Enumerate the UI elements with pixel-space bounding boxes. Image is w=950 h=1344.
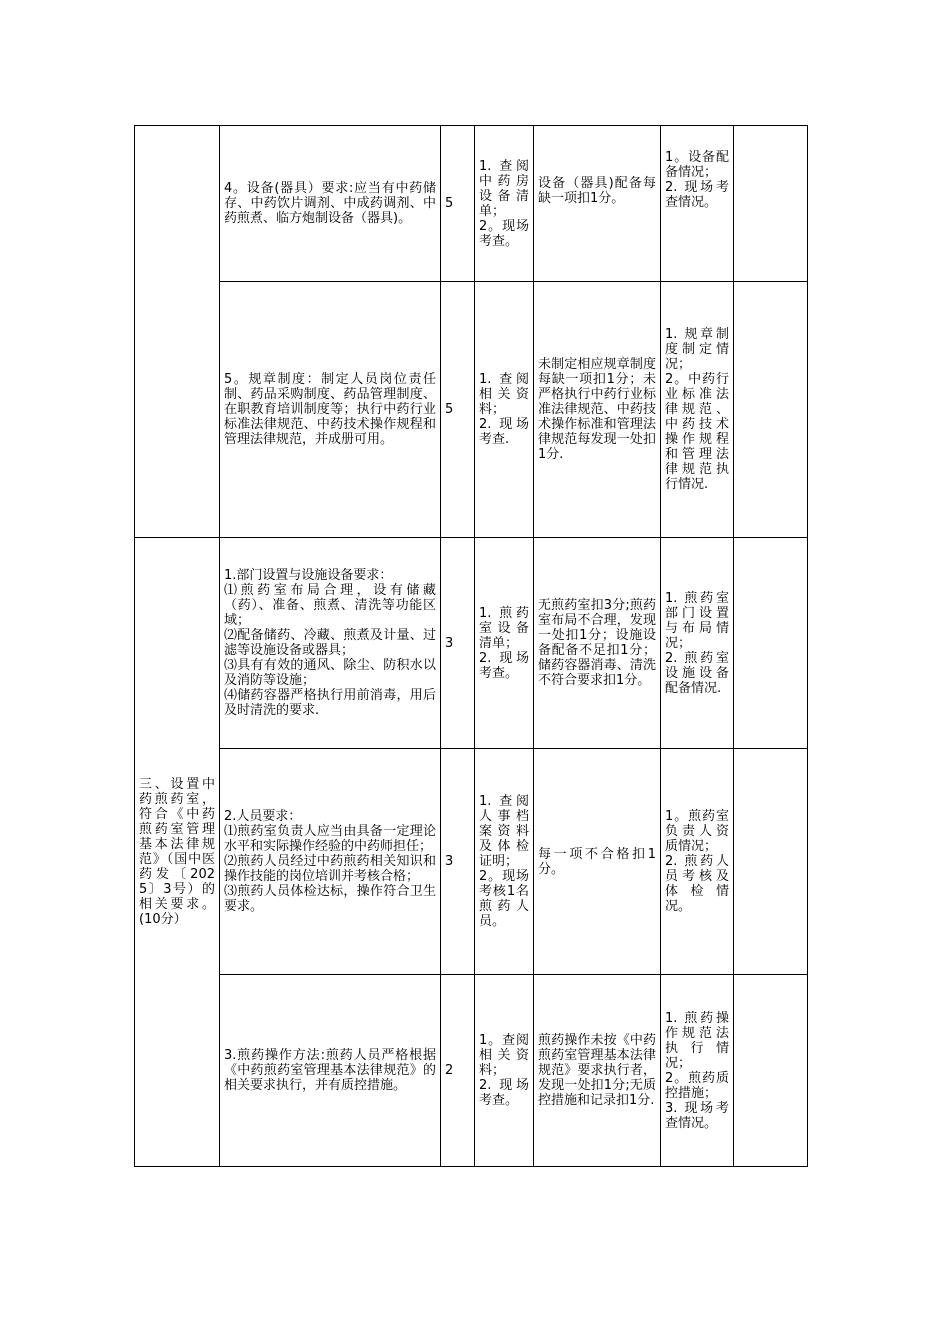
score-cell: 3 — [441, 749, 475, 975]
score-cell: 2 — [441, 975, 475, 1167]
evidence-cell: 1。设备配备情况； 2. 现场考查情况。 — [661, 126, 734, 282]
deduction-cell: 无煎药室扣3分;煎药室布局不合理，发现一处扣1分；设施设备配备不足扣1分；储药容器消毒、清洗不符合要求扣1分。 — [534, 538, 661, 749]
table-row — [135, 749, 808, 975]
method-cell: 1. 查阅相关资料； 2. 现场考查. — [475, 282, 534, 538]
score-cell: 5 — [441, 126, 475, 282]
table-row — [135, 282, 808, 538]
requirement-cell: 4。设备(器具）要求:应当有中药储存、中药饮片调剂、中成药调剂、中药煎煮、临方炮制设备（器具)。 — [220, 126, 441, 282]
score-cell: 3 — [441, 538, 475, 749]
method-cell: 1. 查阅人事档案资料及体检证明； 2。现场考核1名煎药人员。 — [475, 749, 534, 975]
table-row — [135, 975, 808, 1167]
requirement-cell: 1.部门设置与设施设备要求： ⑴煎药室布局合理，设有储藏（药）、准备、煎煮、清洗等功能区域； ⑵配备储药、冷藏、煎煮及计量、过滤等设施设备或器具； ⑶具有有效的通风、除尘、防积水以及消防等设施； ⑷储药容器严格执行用前消毒，用后及时清洗的要求. — [220, 538, 441, 749]
result-cell-empty — [734, 126, 808, 282]
evidence-cell: 1. 规章制度制定情况； 2。中药行业标准法律规范、中药技术操作规程和管理法律规范执行情况. — [661, 282, 734, 538]
evidence-cell: 1. 煎药操作规范法执行情况； 2。煎药质控措施； 3. 现场考查情况。 — [661, 975, 734, 1167]
section-three-cell: 三、设置中药煎药室，符合《中药煎药室管理基本法律规范》（国中医药发〔2025〕3号）的相关要求。(10分） — [135, 538, 220, 1167]
score-cell: 5 — [441, 282, 475, 538]
requirement-cell: 2.人员要求： ⑴煎药室负责人应当由具备一定理论水平和实际操作经验的中药师担任； ⑵煎药人员经过中药煎药相关知识和操作技能的岗位培训并考核合格； ⑶煎药人员体检达标，操作符合卫生要求。 — [220, 749, 441, 975]
assessment-table — [134, 125, 808, 1167]
requirement-cell: 5。规章制度：制定人员岗位责任制、药品采购制度、药品管理制度、在职教育培训制度等；执行中药行业标准法律规范、中药技术操作规程和管理法律规范，并成册可用。 — [220, 282, 441, 538]
table-row — [135, 538, 808, 749]
category-cell-empty — [135, 126, 220, 538]
deduction-cell: 未制定相应规章制度每缺一项扣1分；未严格执行中药行业标准法律规范、中药技术操作标准和管理法律规范每发现一处扣1分. — [534, 282, 661, 538]
table-row — [135, 126, 808, 282]
evidence-cell: 1. 煎药室部门设置与布局情况； 2. 煎药室设施设备配备情况. — [661, 538, 734, 749]
result-cell-empty — [734, 282, 808, 538]
evidence-cell: 1。煎药室负责人资质情况； 2. 煎药人员考核及体检情况。 — [661, 749, 734, 975]
deduction-cell: 设备（器具)配备每缺一项扣1分。 — [534, 126, 661, 282]
method-cell: 1。查阅相关资料； 2. 现场考查。 — [475, 975, 534, 1167]
result-cell-empty — [734, 975, 808, 1167]
deduction-cell: 煎药操作未按《中药煎药室管理基本法律规范》要求执行者，发现一处扣1分;无质控措施和记录扣1分. — [534, 975, 661, 1167]
method-cell: 1. 煎药室设备清单； 2. 现场考查。 — [475, 538, 534, 749]
result-cell-empty — [734, 538, 808, 749]
result-cell-empty — [734, 749, 808, 975]
deduction-cell: 每一项不合格扣1分。 — [534, 749, 661, 975]
requirement-cell: 3.煎药操作方法:煎药人员严格根据《中药煎药室管理基本法律规范》的相关要求执行，并有质控措施。 — [220, 975, 441, 1167]
method-cell: 1. 查阅中药房设备清单； 2。现场考查。 — [475, 126, 534, 282]
